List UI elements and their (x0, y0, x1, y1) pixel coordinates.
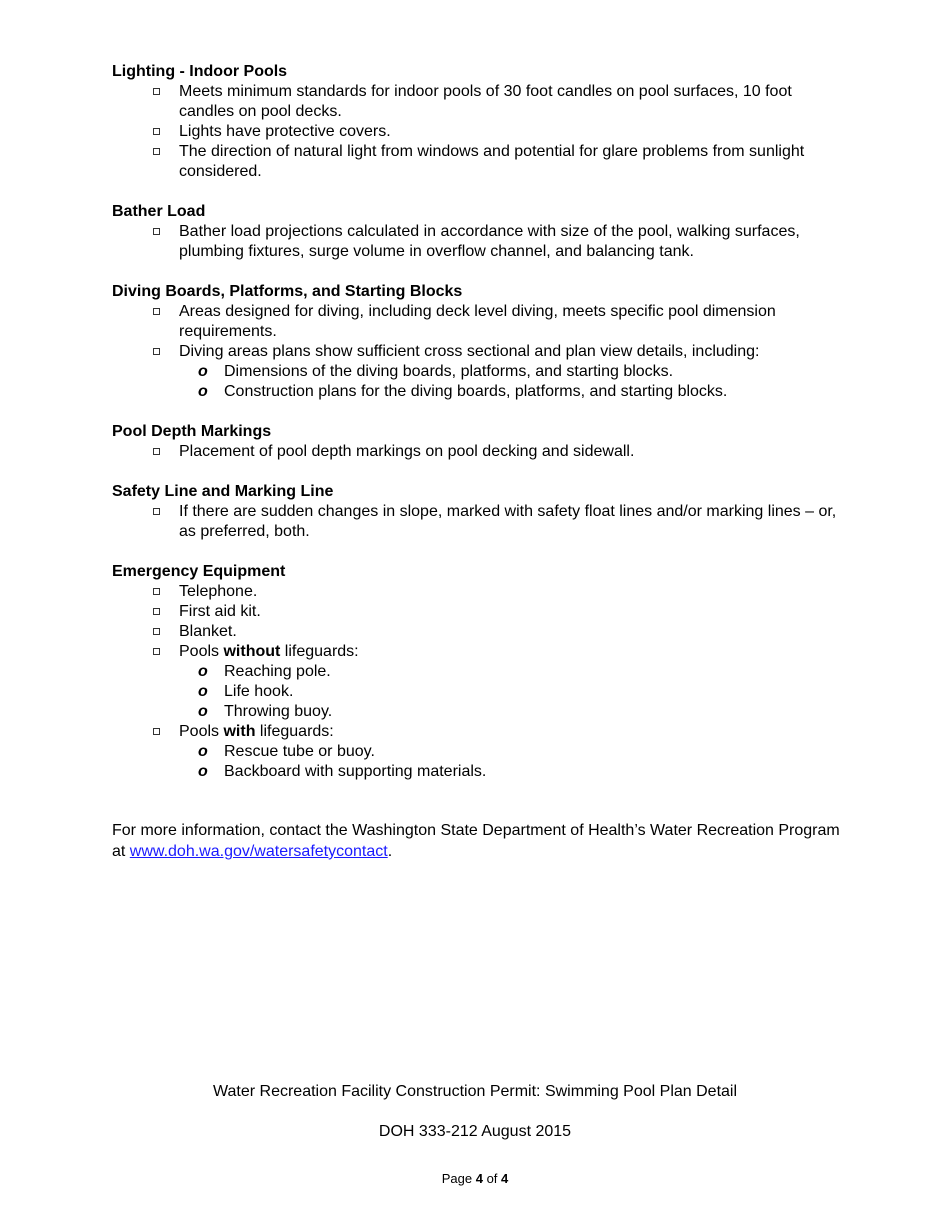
checklist (112, 222, 842, 262)
checklist-item (112, 122, 842, 142)
checklist-item (112, 582, 842, 602)
checkbox-icon (153, 648, 160, 655)
contact-end: . (387, 843, 393, 860)
checklist-item-text: The direction of natural light from windows and potential for glare problems from sunlight considered. (179, 143, 805, 180)
page-word: Page (441, 1171, 476, 1186)
sections-container (112, 62, 842, 782)
contact-link[interactable]: www.doh.wa.gov/watersafetycontact (129, 843, 388, 860)
sub-bullet-icon: o (198, 763, 208, 780)
sub-bullet-icon: o (198, 743, 208, 760)
sub-item-text: Rescue tube or buoy. (224, 743, 375, 760)
sub-item-text: Reaching pole. (224, 663, 331, 680)
checklist-item-text: First aid kit. (179, 603, 261, 620)
sub-item (112, 762, 842, 782)
checklist-item-text-pre: Pools (179, 643, 224, 660)
checklist (112, 502, 842, 542)
checkbox-icon (153, 508, 160, 515)
checklist-item-text: Lights have protective covers. (179, 123, 391, 140)
footer-title: Water Recreation Facility Construction Permit: Swimming Pool Plan Detail (212, 1083, 738, 1100)
checklist-item (112, 222, 842, 262)
checkbox-icon (153, 128, 160, 135)
page-of: of (482, 1171, 502, 1186)
sub-item (112, 362, 842, 382)
sub-item (112, 702, 842, 722)
contact-paragraph (112, 820, 842, 862)
sub-item (112, 382, 842, 402)
checklist-item-text: Placement of pool depth markings on pool decking and sidewall. (179, 443, 635, 460)
checklist-item-text-bold: with (223, 723, 256, 740)
checkbox-icon (153, 728, 160, 735)
checkbox-icon (153, 308, 160, 315)
checklist-item (112, 342, 842, 402)
sub-item-text: Backboard with supporting materials. (224, 763, 487, 780)
checkbox-icon (153, 608, 160, 615)
checklist-item-text-bold: without (223, 643, 281, 660)
checklist-item (112, 502, 842, 542)
sub-bullet-icon: o (198, 703, 208, 720)
checklist-item-text-post: lifeguards: (280, 643, 359, 660)
section-heading: Bather Load (112, 203, 206, 220)
checklist-item-text: Meets minimum standards for indoor pools of 30 foot candles on pool surfaces, 10 foot candles on pool decks. (179, 83, 792, 120)
checklist (112, 82, 842, 182)
section-heading: Emergency Equipment (112, 563, 286, 580)
contact-text: For more information, contact the Washington State Department of Health’s Water Recreation Program at (112, 822, 840, 860)
page-total: 4 (501, 1171, 509, 1186)
sub-item (112, 682, 842, 702)
checklist-item (112, 642, 842, 722)
footer-doc-id: DOH 333-212 August 2015 (378, 1123, 572, 1140)
checklist-item-text: Diving areas plans show sufficient cross sectional and plan view details, including: (179, 343, 760, 360)
sub-item-text: Throwing buoy. (224, 703, 333, 720)
sub-bullet-icon: o (198, 683, 208, 700)
sub-item-text: Life hook. (224, 683, 294, 700)
checklist-item (112, 602, 842, 622)
section-heading: Safety Line and Marking Line (112, 483, 334, 500)
sub-bullet-icon: o (198, 663, 208, 680)
checklist-item-text: Bather load projections calculated in accordance with size of the pool, walking surfaces, plumbing fixtures, surge volume in overflow channel, and balancing tank. (179, 223, 800, 260)
sub-item (112, 742, 842, 762)
sub-bullet-icon: o (198, 363, 208, 380)
checklist-item-text-pre: Pools (179, 723, 224, 740)
sub-item (112, 662, 842, 682)
section (112, 562, 842, 782)
section-heading: Diving Boards, Platforms, and Starting Blocks (112, 283, 463, 300)
sub-bullet-icon: o (198, 383, 208, 400)
checklist-item (112, 622, 842, 642)
page-number (0, 1171, 950, 1186)
section (112, 282, 842, 402)
section-heading: Pool Depth Markings (112, 423, 272, 440)
section-heading: Lighting - Indoor Pools (112, 63, 288, 80)
checklist-item (112, 82, 842, 122)
checkbox-icon (153, 88, 160, 95)
checkbox-icon (153, 628, 160, 635)
checkbox-icon (153, 348, 160, 355)
checklist-item (112, 722, 842, 782)
section (112, 482, 842, 542)
checklist-item-text: Telephone. (179, 583, 258, 600)
checklist-item (112, 442, 842, 462)
checkbox-icon (153, 448, 160, 455)
sub-item-text: Dimensions of the diving boards, platforms, and starting blocks. (224, 363, 674, 380)
page-current: 4 (475, 1171, 483, 1186)
checklist-item (112, 302, 842, 342)
section (112, 202, 842, 262)
checklist-item-text: Blanket. (179, 623, 237, 640)
section (112, 422, 842, 462)
checklist (112, 442, 842, 462)
checkbox-icon (153, 148, 160, 155)
checklist-item-text: If there are sudden changes in slope, marked with safety float lines and/or marking lines – or, as preferred, both. (179, 503, 837, 540)
checklist-item-text-post: lifeguards: (255, 723, 334, 740)
checklist (112, 582, 842, 782)
checklist (112, 302, 842, 402)
section (112, 62, 842, 182)
checkbox-icon (153, 588, 160, 595)
sub-item-text: Construction plans for the diving boards, platforms, and starting blocks. (224, 383, 728, 400)
checklist-item (112, 142, 842, 182)
document-body (112, 62, 842, 878)
checkbox-icon (153, 228, 160, 235)
checklist-item-text: Areas designed for diving, including deck level diving, meets specific pool dimension requirements. (179, 303, 776, 340)
